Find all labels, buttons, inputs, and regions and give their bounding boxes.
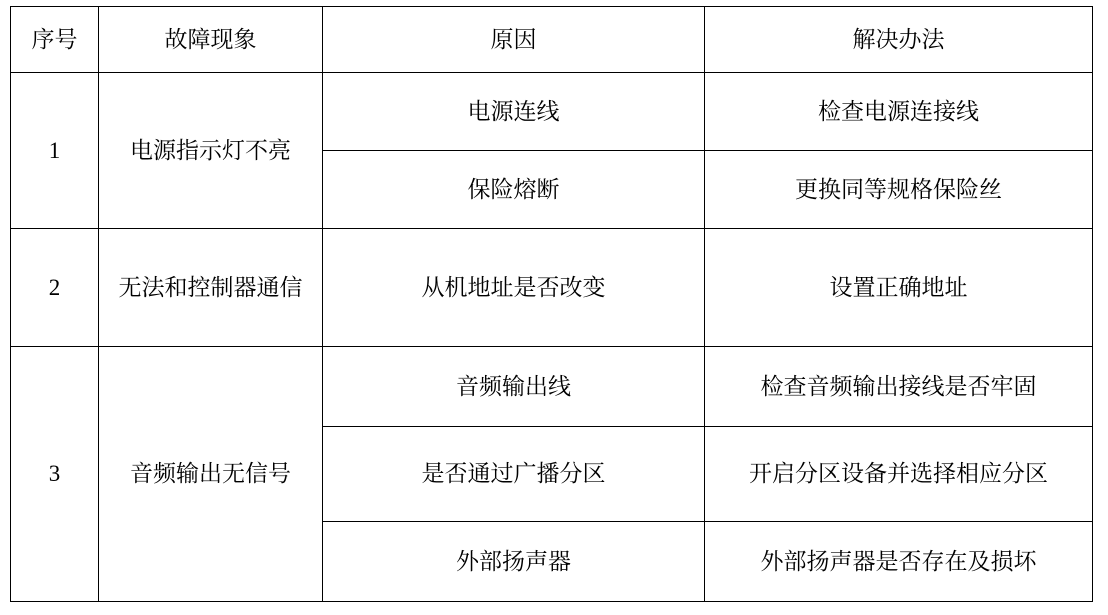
row-index-2: 2 — [11, 229, 99, 347]
row-solution-1-2: 更换同等规格保险丝 — [705, 151, 1093, 229]
row-solution-1-1: 检查电源连接线 — [705, 73, 1093, 151]
row-index-1: 1 — [11, 73, 99, 229]
column-header-solution: 解决办法 — [705, 7, 1093, 73]
row-cause-2-1: 从机地址是否改变 — [323, 229, 705, 347]
column-header-cause: 原因 — [323, 7, 705, 73]
column-header-symptom: 故障现象 — [99, 7, 323, 73]
row-solution-2-1: 设置正确地址 — [705, 229, 1093, 347]
row-cause-1-1: 电源连线 — [323, 73, 705, 151]
row-cause-1-2: 保险熔断 — [323, 151, 705, 229]
row-solution-3-1: 检查音频输出接线是否牢固 — [705, 347, 1093, 427]
row-solution-3-3: 外部扬声器是否存在及损坏 — [705, 522, 1093, 602]
document-page — [0, 6, 1108, 615]
row-index-3: 3 — [11, 347, 99, 602]
table-row — [11, 73, 1093, 151]
row-cause-3-2: 是否通过广播分区 — [323, 427, 705, 522]
row-cause-3-3: 外部扬声器 — [323, 522, 705, 602]
fault-troubleshooting-table — [10, 6, 1093, 602]
table-row — [11, 229, 1093, 347]
column-header-index: 序号 — [11, 7, 99, 73]
row-cause-3-1: 音频输出线 — [323, 347, 705, 427]
row-symptom-3: 音频输出无信号 — [99, 347, 323, 602]
row-symptom-1: 电源指示灯不亮 — [99, 73, 323, 229]
row-solution-3-2: 开启分区设备并选择相应分区 — [705, 427, 1093, 522]
table-row — [11, 347, 1093, 427]
table-header-row — [11, 7, 1093, 73]
row-symptom-2: 无法和控制器通信 — [99, 229, 323, 347]
